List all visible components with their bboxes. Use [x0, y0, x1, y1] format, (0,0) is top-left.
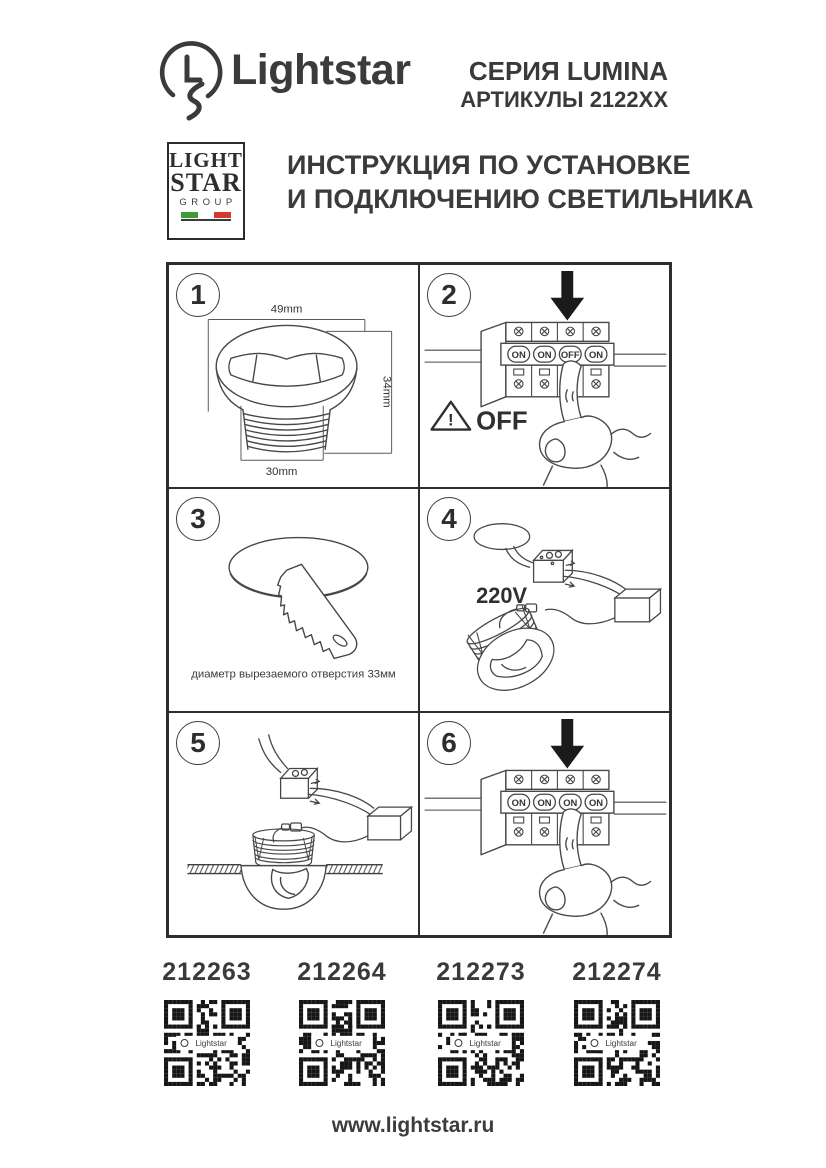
svg-text:ON: ON — [537, 797, 552, 809]
instruction-title-line2: И ПОДКЛЮЧЕНИЮ СВЕТИЛЬНИКА — [287, 184, 754, 214]
articles-subtitle: АРТИКУЛЫ 2122XX — [460, 87, 668, 112]
article-code: 212273 — [436, 958, 526, 986]
down-arrow-icon — [550, 719, 584, 769]
article-code: 212274 — [572, 958, 662, 986]
voltage-label: 220V — [476, 582, 528, 608]
svg-text:Lightstar: Lightstar — [195, 1039, 227, 1049]
article-code: 212263 — [162, 958, 252, 986]
series-title: СЕРИЯ LUMINA — [468, 56, 668, 86]
group-logo-group: GROUP — [179, 197, 237, 208]
svg-text:ON: ON — [537, 349, 552, 361]
cutout-caption: диаметр вырезаемого отверстия 33мм — [191, 668, 396, 681]
article-code: 212264 — [297, 958, 387, 986]
step-panel-6 — [419, 712, 670, 936]
group-logo-star: STAR — [170, 168, 242, 197]
dim-width-label: 49mm — [270, 303, 303, 316]
qr-code — [299, 1000, 385, 1086]
italian-flag-stripe — [181, 212, 231, 221]
svg-text:ON: ON — [511, 349, 526, 361]
article-column — [280, 958, 404, 1091]
saw-blade — [278, 564, 357, 658]
svg-text:OFF: OFF — [560, 349, 580, 361]
lightstar-bulb-logo-icon — [159, 40, 225, 128]
svg-text:Lightstar: Lightstar — [469, 1039, 501, 1049]
svg-text:Lightstar: Lightstar — [330, 1039, 362, 1049]
qr-code — [574, 1000, 660, 1086]
dim-thread-label: 30mm — [265, 466, 298, 479]
dim-height-label: 34mm — [380, 376, 393, 408]
article-column — [555, 958, 679, 1091]
svg-text:ON: ON — [588, 797, 604, 809]
footer-url: www.lightstar.ru — [331, 1114, 495, 1137]
instruction-title-line1: ИНСТРУКЦИЯ ПО УСТАНОВКЕ — [287, 150, 691, 180]
recessed-luminaire — [458, 600, 564, 703]
step-number-circle: 6 — [427, 721, 471, 765]
step-number-circle: 1 — [176, 273, 220, 317]
instruction-title — [287, 148, 754, 216]
qr-code — [164, 1000, 250, 1086]
svg-text:!: ! — [448, 410, 454, 430]
svg-text:ON: ON — [511, 797, 526, 809]
brand-wordmark: Lightstar — [231, 46, 411, 94]
svg-text:ON: ON — [588, 349, 604, 361]
step-panel-3 — [168, 488, 419, 712]
step-panel-4 — [419, 488, 670, 712]
qr-code — [438, 1000, 524, 1086]
recessed-luminaire-installed — [253, 829, 314, 868]
step-number-circle: 4 — [427, 497, 471, 541]
instruction-steps-grid — [166, 262, 672, 938]
step-number-circle: 2 — [427, 273, 471, 317]
article-column — [419, 958, 543, 1091]
step-panel-1 — [168, 264, 419, 488]
warning-triangle-icon — [432, 402, 471, 430]
svg-text:ON: ON — [563, 797, 578, 809]
step-number-circle: 5 — [176, 721, 220, 765]
step-panel-2 — [419, 264, 670, 488]
off-label: OFF — [476, 407, 528, 436]
step-number-circle: 3 — [176, 497, 220, 541]
group-logo-light: LIGHT — [169, 148, 243, 172]
svg-text:Lightstar: Lightstar — [605, 1039, 637, 1049]
down-arrow-icon — [550, 271, 584, 321]
article-column — [145, 958, 269, 1091]
series-header — [460, 56, 668, 113]
lightstar-group-logo — [167, 142, 245, 240]
step-panel-5 — [168, 712, 419, 936]
